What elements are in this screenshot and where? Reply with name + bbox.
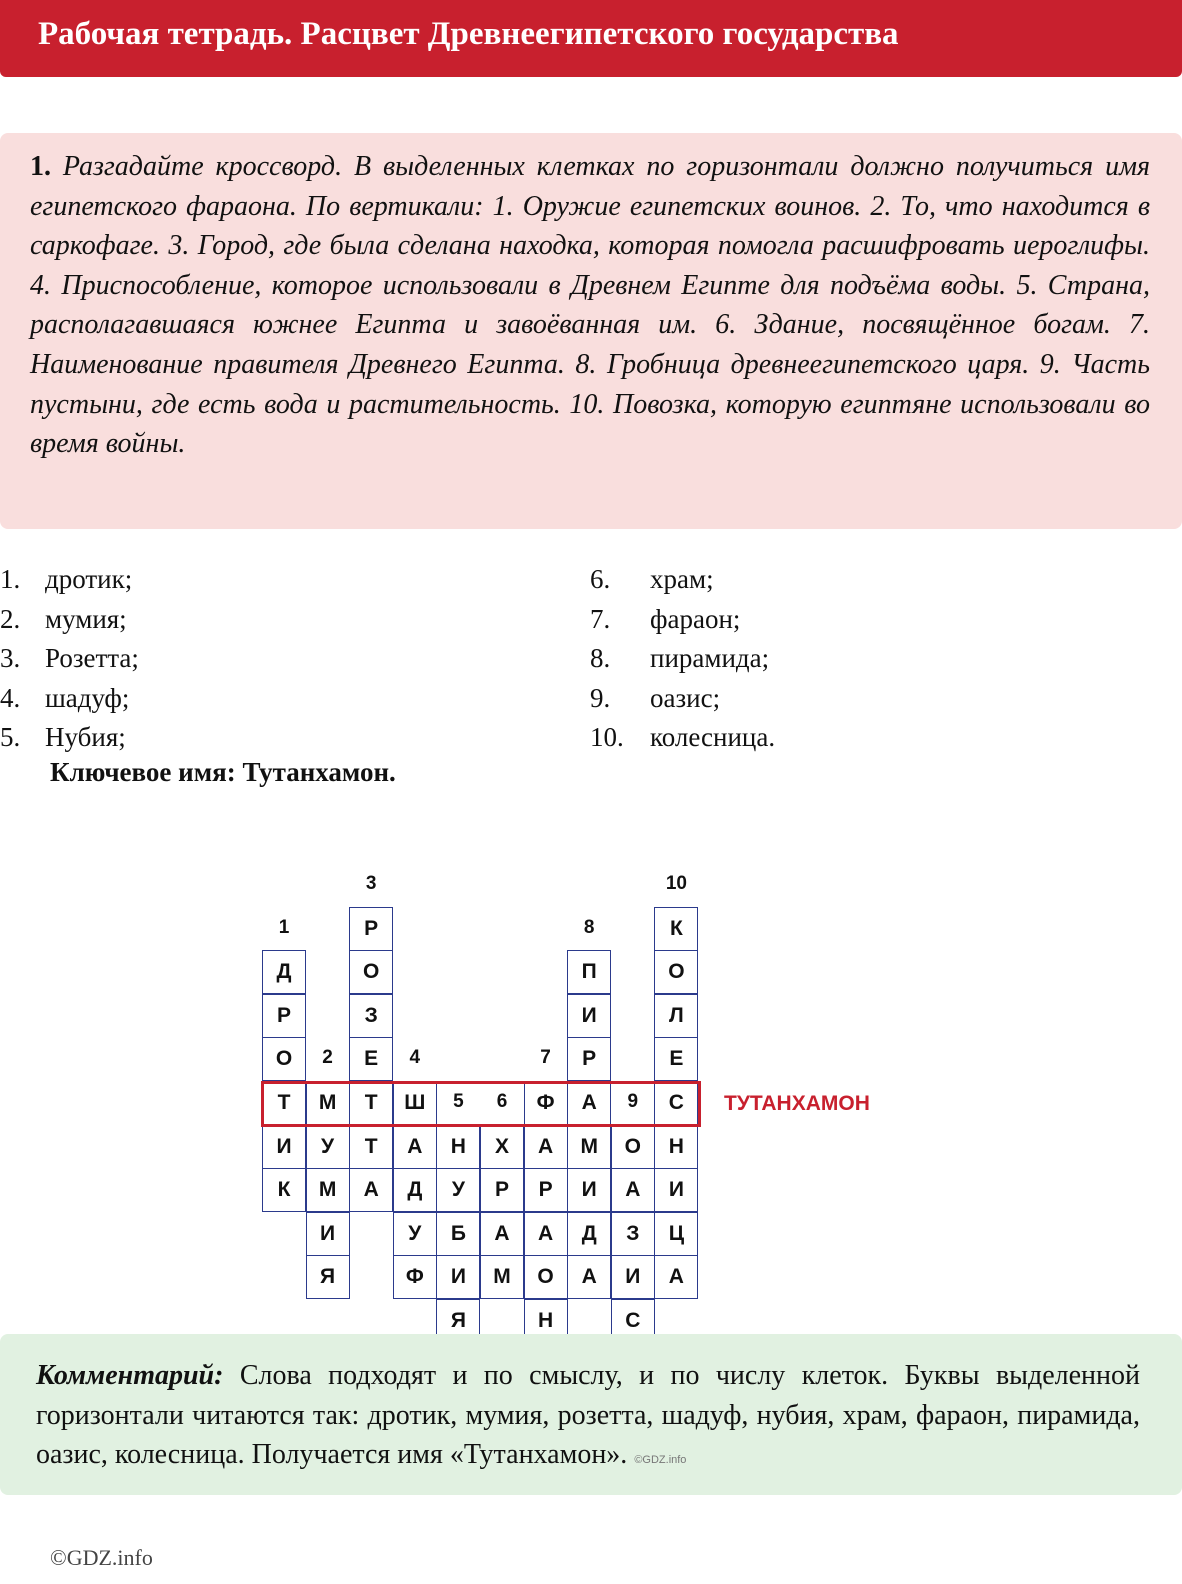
answer-item <box>590 682 775 722</box>
answer-text: колесница. <box>650 722 776 753</box>
answer-text: оазис; <box>650 682 721 713</box>
crossword-cell: Т <box>262 1081 306 1125</box>
crossword-cell: А <box>480 1212 524 1256</box>
crossword-cell: У <box>393 1212 437 1256</box>
answer-text: фараон; <box>650 603 741 634</box>
answer-text: шадуф; <box>45 682 130 713</box>
crossword-cell: А <box>654 1255 698 1299</box>
crossword-cell: А <box>349 1168 393 1212</box>
column-number-5: 5 <box>453 1091 464 1112</box>
crossword-cell: Р <box>567 1037 611 1081</box>
crossword-cell: Р <box>524 1168 568 1212</box>
crossword-cell: З <box>349 994 393 1038</box>
crossword-cell: С <box>611 1299 655 1343</box>
column-number-7: 7 <box>540 1047 551 1069</box>
crossword-cell: И <box>262 1125 306 1169</box>
column-number-9: 9 <box>627 1091 639 1112</box>
answer-number: 5. <box>0 722 21 753</box>
column-number-4: 4 <box>409 1047 421 1069</box>
crossword-cell: И <box>436 1255 480 1299</box>
crossword-cell: Е <box>654 1037 698 1081</box>
answer-text: Нубия; <box>45 722 126 753</box>
crossword-cell: И <box>611 1255 655 1299</box>
crossword-cell: Р <box>349 907 393 951</box>
crossword-cell: З <box>611 1212 655 1256</box>
crossword-cell: А <box>567 1255 611 1299</box>
crossword-cell: А <box>567 1081 611 1125</box>
answer-number: 1. <box>0 564 21 594</box>
crossword-cell: Е <box>349 1037 393 1081</box>
crossword-cell: Я <box>436 1299 480 1343</box>
answer-item <box>590 642 775 682</box>
answer-item <box>0 642 139 682</box>
crossword-cell: У <box>436 1168 480 1212</box>
answer-item <box>590 603 775 643</box>
answer-number: 3. <box>0 643 21 674</box>
crossword-cell: Л <box>654 994 698 1038</box>
crossword-cell: С <box>654 1081 698 1125</box>
crossword-cell: К <box>654 907 698 951</box>
crossword-cell: Р <box>262 994 306 1038</box>
crossword-cell: Ц <box>654 1212 698 1256</box>
answer-number: 2. <box>0 603 21 634</box>
crossword-cell: И <box>306 1212 350 1256</box>
crossword-cell: И <box>654 1168 698 1212</box>
crossword-cell: М <box>306 1081 350 1125</box>
key-name-line: Ключевое имя: Тутанхамон. <box>50 757 396 787</box>
crossword-cell: А <box>524 1125 568 1169</box>
crossword-cell: П <box>567 950 611 994</box>
crossword-cell: О <box>262 1037 306 1081</box>
answer-number: 9. <box>590 682 611 713</box>
crossword-cell: Р <box>480 1168 524 1212</box>
comment-copyright: ©GDZ.info <box>634 1454 687 1466</box>
task-box <box>0 133 1182 529</box>
crossword-cell: Х <box>480 1125 524 1169</box>
crossword-cell: Ш <box>393 1081 437 1125</box>
page-title: Рабочая тетрадь. Расцвет Древнеегипетского государства <box>38 16 899 52</box>
crossword-cell: Я <box>306 1255 350 1299</box>
answer-item <box>0 603 139 643</box>
column-number-10: 10 <box>665 873 687 894</box>
answer-number: 4. <box>0 682 21 713</box>
crossword-cell: И <box>567 1168 611 1212</box>
crossword-cell: Б <box>436 1212 480 1256</box>
answer-text: храм; <box>650 564 714 594</box>
answer-number: 6. <box>590 564 611 594</box>
crossword-cell: У <box>306 1125 350 1169</box>
task-number: 1. <box>30 151 51 182</box>
column-number-2: 2 <box>322 1047 333 1069</box>
crossword-cell: Д <box>393 1168 437 1212</box>
comment-label: Комментарий: <box>36 1360 224 1391</box>
header-bar <box>0 0 1182 77</box>
crossword-cell: Т <box>349 1125 393 1169</box>
crossword-cell: А <box>524 1212 568 1256</box>
answer-item <box>0 563 139 603</box>
footer-copyright: ©GDZ.info <box>50 1545 153 1570</box>
answer-item <box>590 563 775 603</box>
answer-item <box>0 682 139 722</box>
answer-text: мумия; <box>45 603 127 634</box>
answer-text: дротик; <box>45 564 133 594</box>
crossword-cell: Д <box>567 1212 611 1256</box>
crossword-cell: Ф <box>524 1081 568 1125</box>
key-word-label: ТУТАНХАМОН <box>724 1092 870 1115</box>
crossword-cell: М <box>306 1168 350 1212</box>
crossword-cell: Н <box>654 1125 698 1169</box>
column-number-8: 8 <box>583 916 595 938</box>
crossword-cell: О <box>611 1125 655 1169</box>
answer-number: 10. <box>590 722 624 753</box>
crossword-cell: Т <box>349 1081 393 1125</box>
column-number-3: 3 <box>365 873 377 894</box>
answer-text: пирамида; <box>650 643 770 674</box>
answer-text: Розетта; <box>45 643 139 674</box>
crossword-grid <box>0 820 1182 1332</box>
crossword-cell: А <box>611 1168 655 1212</box>
crossword-cell: Д <box>262 950 306 994</box>
crossword-cell: Ф <box>393 1255 437 1299</box>
comment-text <box>36 1356 1140 1481</box>
crossword-cell: М <box>567 1125 611 1169</box>
crossword-cell: А <box>393 1125 437 1169</box>
crossword-cell: О <box>349 950 393 994</box>
crossword-cell: О <box>524 1255 568 1299</box>
crossword-cell: М <box>480 1255 524 1299</box>
comment-box <box>0 1334 1182 1495</box>
comment-body: Слова подходят и по смыслу, и по числу клеток. Буквы выделенной горизонтали читаются так: дротик, мумия, розетта, шадуф, нубия, храм, фараон, пирамида, оазис, колесница. Получается имя «Тутанхамон». <box>36 1360 1141 1470</box>
task-text <box>30 147 1150 464</box>
answer-number: 7. <box>590 603 611 634</box>
column-number-6: 6 <box>496 1091 508 1112</box>
answer-item <box>590 721 775 761</box>
crossword-cell: К <box>262 1168 306 1212</box>
answers-right <box>590 563 775 761</box>
answer-item <box>0 721 139 761</box>
crossword-cell: Н <box>436 1125 480 1169</box>
answer-number: 8. <box>590 643 611 674</box>
column-number-1: 1 <box>278 916 290 938</box>
crossword-cell: И <box>567 994 611 1038</box>
crossword-cell: Н <box>524 1299 568 1343</box>
answers-left <box>0 563 139 761</box>
crossword-cell: О <box>654 950 698 994</box>
task-description: Разгадайте кроссворд. В выделенных клетках по горизонтали должно получиться имя египетского фараона. По вертикали: 1. Оружие египетских воинов. 2. То, что находится в саркофаге. 3. Город, где была сделана находка, которая помогла расшифровать иероглифы. 4. Приспособление, которое использовали в Древнем Египте для подъёма воды. 5. Страна, располагавшаяся южнее Египта и завоёванная им. 6. Здание, посвящённое богам. 7. Наименование правителя Древнего Египта. 8. Гробница древнеегипетского царя. 9. Часть пустыни, где есть вода и растительность. 10. Повозка, которую египтяне использовали во время войны. <box>30 151 1150 460</box>
